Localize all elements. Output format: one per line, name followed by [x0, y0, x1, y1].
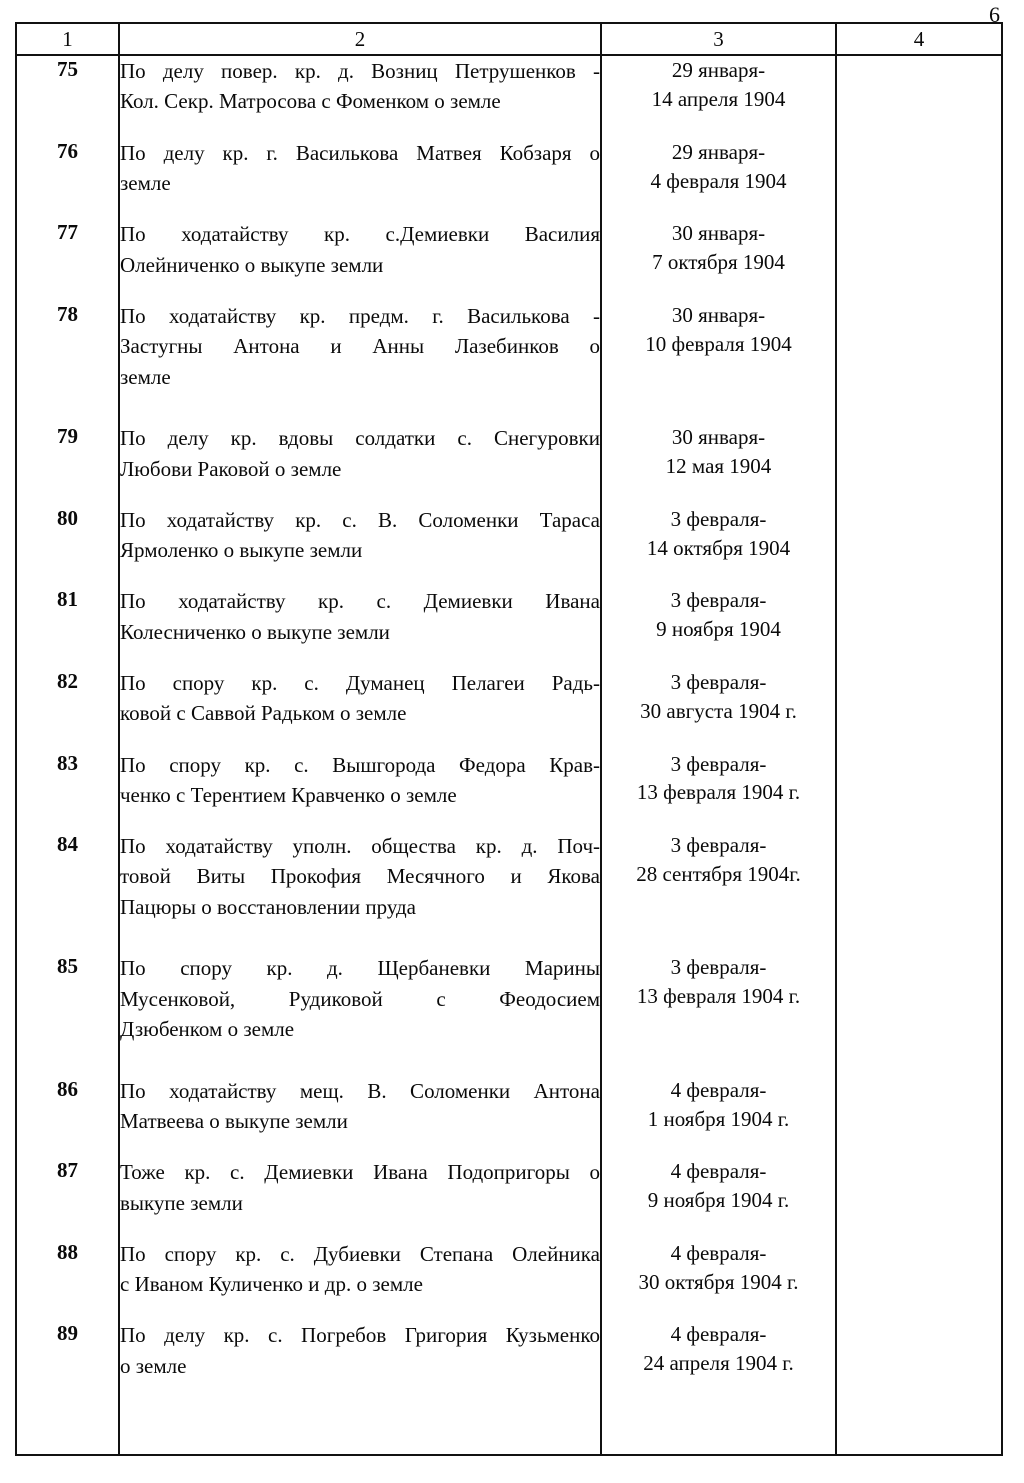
notes-cell — [836, 1076, 1002, 1158]
description-line: ковой с Саввой Радьком о земле — [120, 701, 407, 726]
description-line: выкупе земли — [120, 1190, 243, 1215]
description-line: о земле — [120, 1353, 187, 1378]
table-row — [16, 953, 1002, 1075]
date-line: 3 февраля- — [670, 588, 767, 613]
row-number-cell: 81 — [16, 586, 119, 668]
notes-cell — [836, 586, 1002, 668]
notes-cell — [836, 1320, 1002, 1402]
row-number-cell: 80 — [16, 505, 119, 587]
table-row — [16, 1320, 1002, 1402]
description-line: По спору кр. с. Вышгорода Федора Крав- — [120, 752, 600, 777]
row-number-cell: 83 — [16, 750, 119, 832]
table-row — [16, 301, 1002, 423]
date-range-cell — [601, 1076, 836, 1158]
row-number-cell: 86 — [16, 1076, 119, 1158]
description-line: Ярмоленко о выкупе земли — [120, 538, 363, 563]
date-range-cell — [601, 1320, 836, 1402]
empty-cell — [119, 1402, 601, 1455]
date-line: 30 октября 1904 г. — [638, 1269, 799, 1294]
notes-cell — [836, 55, 1002, 138]
page-number: 6 — [989, 2, 1000, 27]
date-line: 30 января- — [671, 302, 766, 327]
date-range-cell — [601, 219, 836, 301]
description-line: Колесниченко о выкупе земли — [120, 619, 390, 644]
date-range-cell — [601, 831, 836, 953]
date-line: 3 февраля- — [670, 751, 767, 776]
table-row-empty — [16, 1402, 1002, 1455]
date-range-cell — [601, 586, 836, 668]
description-line: земле — [120, 364, 171, 389]
description-line: По спору кр. с. Думанец Пелагеи Радь- — [120, 670, 600, 695]
description-line: По ходатайству кр. с. В. Соломенки Тараса — [120, 507, 600, 532]
case-description-cell — [119, 301, 601, 423]
description-line: с Иваном Куличенко и др. о земле — [120, 1272, 423, 1297]
row-number-cell: 85 — [16, 953, 119, 1075]
date-line: 3 февраля- — [670, 669, 767, 694]
table-row — [16, 1157, 1002, 1239]
description-line: Тоже кр. с. Демиевки Ивана Подопригоры о — [120, 1160, 600, 1185]
notes-cell — [836, 301, 1002, 423]
empty-cell — [16, 1402, 119, 1455]
notes-cell — [836, 1239, 1002, 1321]
date-range-cell — [601, 423, 836, 505]
date-line: 4 февраля- — [670, 1077, 767, 1102]
description-line: По спору кр. д. Щербаневки Марины — [120, 956, 600, 981]
case-description-cell — [119, 1157, 601, 1239]
date-range-cell — [601, 953, 836, 1075]
case-description-cell — [119, 1076, 601, 1158]
date-line: 3 февраля- — [670, 955, 767, 980]
date-line: 29 января- — [671, 139, 766, 164]
register-table — [15, 22, 1003, 1456]
date-line: 1 ноября 1904 г. — [647, 1106, 790, 1131]
row-number-cell: 78 — [16, 301, 119, 423]
row-number-cell: 79 — [16, 423, 119, 505]
row-number-cell: 77 — [16, 219, 119, 301]
date-range-cell — [601, 668, 836, 750]
description-line: земле — [120, 171, 171, 196]
table-row — [16, 750, 1002, 832]
case-description-cell — [119, 953, 601, 1075]
description-line: Кол. Секр. Матросова с Фоменком о земле — [120, 89, 501, 114]
notes-cell — [836, 831, 1002, 953]
empty-cell — [601, 1402, 836, 1455]
table-row — [16, 55, 1002, 138]
date-range-cell — [601, 1239, 836, 1321]
description-line: По ходатайству кр. с.Демиевки Василия — [120, 222, 600, 247]
date-line: 9 ноября 1904 г. — [647, 1188, 790, 1213]
date-line: 4 февраля 1904 — [650, 168, 787, 193]
description-line: По ходатайству уполн. общества кр. д. Поч- — [120, 834, 600, 859]
case-description-cell — [119, 1320, 601, 1402]
date-line: 4 февраля- — [670, 1322, 767, 1347]
notes-cell — [836, 668, 1002, 750]
column-header-1: 1 — [16, 23, 119, 55]
column-header-3: 3 — [601, 23, 836, 55]
description-line: Мусенковой, Рудиковой с Феодосием — [120, 986, 600, 1011]
notes-cell — [836, 138, 1002, 220]
row-number-cell: 87 — [16, 1157, 119, 1239]
header-row — [16, 23, 1002, 55]
table-body — [16, 55, 1002, 1455]
notes-cell — [836, 953, 1002, 1075]
description-line: Дзюбенком о земле — [120, 1017, 295, 1042]
date-range-cell — [601, 1157, 836, 1239]
case-description-cell — [119, 219, 601, 301]
case-description-cell — [119, 586, 601, 668]
date-line: 13 февраля 1904 г. — [636, 984, 801, 1009]
table-row — [16, 423, 1002, 505]
description-line: ченко с Терентием Кравченко о земле — [120, 782, 457, 807]
column-header-4: 4 — [836, 23, 1002, 55]
date-line: 14 октября 1904 — [646, 535, 791, 560]
row-number-cell: 75 — [16, 55, 119, 138]
row-number-cell: 88 — [16, 1239, 119, 1321]
table-row — [16, 1239, 1002, 1321]
description-line: По делу кр. с. Погребов Григория Кузьменко — [120, 1323, 600, 1348]
description-line: По ходатайству мещ. В. Соломенки Антона — [120, 1078, 600, 1103]
notes-cell — [836, 750, 1002, 832]
date-line: 30 января- — [671, 221, 766, 246]
description-line: Застугны Антона и Анны Лазебинков о — [120, 334, 600, 359]
description-line: Олейниченко о выкупе земли — [120, 252, 384, 277]
notes-cell — [836, 219, 1002, 301]
date-line: 4 февраля- — [670, 1240, 767, 1265]
date-line: 14 апреля 1904 — [651, 86, 786, 111]
date-line: 10 февраля 1904 — [645, 331, 792, 356]
description-line: По спору кр. с. Дубиевки Степана Олейника — [120, 1241, 600, 1266]
date-line: 7 октября 1904 — [652, 250, 785, 275]
date-range-cell — [601, 301, 836, 423]
date-range-cell — [601, 750, 836, 832]
date-range-cell — [601, 505, 836, 587]
table-header — [16, 23, 1002, 55]
case-description-cell — [119, 505, 601, 587]
date-line: 24 апреля 1904 г. — [643, 1351, 794, 1376]
case-description-cell — [119, 750, 601, 832]
table-row — [16, 668, 1002, 750]
date-line: 3 февраля- — [670, 833, 767, 858]
case-description-cell — [119, 1239, 601, 1321]
description-line: По делу кр. вдовы солдатки с. Снегуровки — [120, 426, 600, 451]
description-line: товой Виты Прокофия Месячного и Якова — [120, 864, 600, 889]
date-line: 30 августа 1904 г. — [640, 698, 797, 723]
date-line: 28 сентября 1904г. — [636, 862, 801, 887]
notes-cell — [836, 505, 1002, 587]
case-description-cell — [119, 138, 601, 220]
description-line: По делу повер. кр. д. Возниц Петрушенков - — [120, 59, 600, 83]
row-number-cell: 76 — [16, 138, 119, 220]
notes-cell — [836, 423, 1002, 505]
date-line: 3 февраля- — [670, 506, 767, 531]
date-line: 12 мая 1904 — [665, 454, 772, 479]
table-row — [16, 505, 1002, 587]
table-row — [16, 586, 1002, 668]
table-row — [16, 138, 1002, 220]
description-line: По ходатайству кр. с. Демиевки Ивана — [120, 589, 600, 614]
description-line: Матвеева о выкупе земли — [120, 1109, 348, 1134]
date-line: 4 февраля- — [670, 1159, 767, 1184]
date-line: 29 января- — [671, 58, 766, 82]
case-description-cell — [119, 831, 601, 953]
empty-cell — [836, 1402, 1002, 1455]
table-row — [16, 219, 1002, 301]
description-line: Любови Раковой о земле — [120, 456, 342, 481]
register-table-container — [15, 22, 1001, 1456]
case-description-cell — [119, 55, 601, 138]
date-range-cell — [601, 55, 836, 138]
description-line: По делу кр. г. Василькова Матвея Кобзаря о — [120, 140, 600, 165]
date-range-cell — [601, 138, 836, 220]
date-line: 13 февраля 1904 г. — [636, 780, 801, 805]
case-description-cell — [119, 423, 601, 505]
date-line: 9 ноября 1904 — [656, 617, 781, 642]
row-number-cell: 84 — [16, 831, 119, 953]
description-line: Пацюры о восстановлении пруда — [120, 894, 416, 919]
column-header-2: 2 — [119, 23, 601, 55]
row-number-cell: 89 — [16, 1320, 119, 1402]
description-line: По ходатайству кр. предм. г. Василькова - — [120, 303, 600, 328]
case-description-cell — [119, 668, 601, 750]
table-row — [16, 1076, 1002, 1158]
date-line: 30 января- — [671, 425, 766, 450]
notes-cell — [836, 1157, 1002, 1239]
table-row — [16, 831, 1002, 953]
row-number-cell: 82 — [16, 668, 119, 750]
